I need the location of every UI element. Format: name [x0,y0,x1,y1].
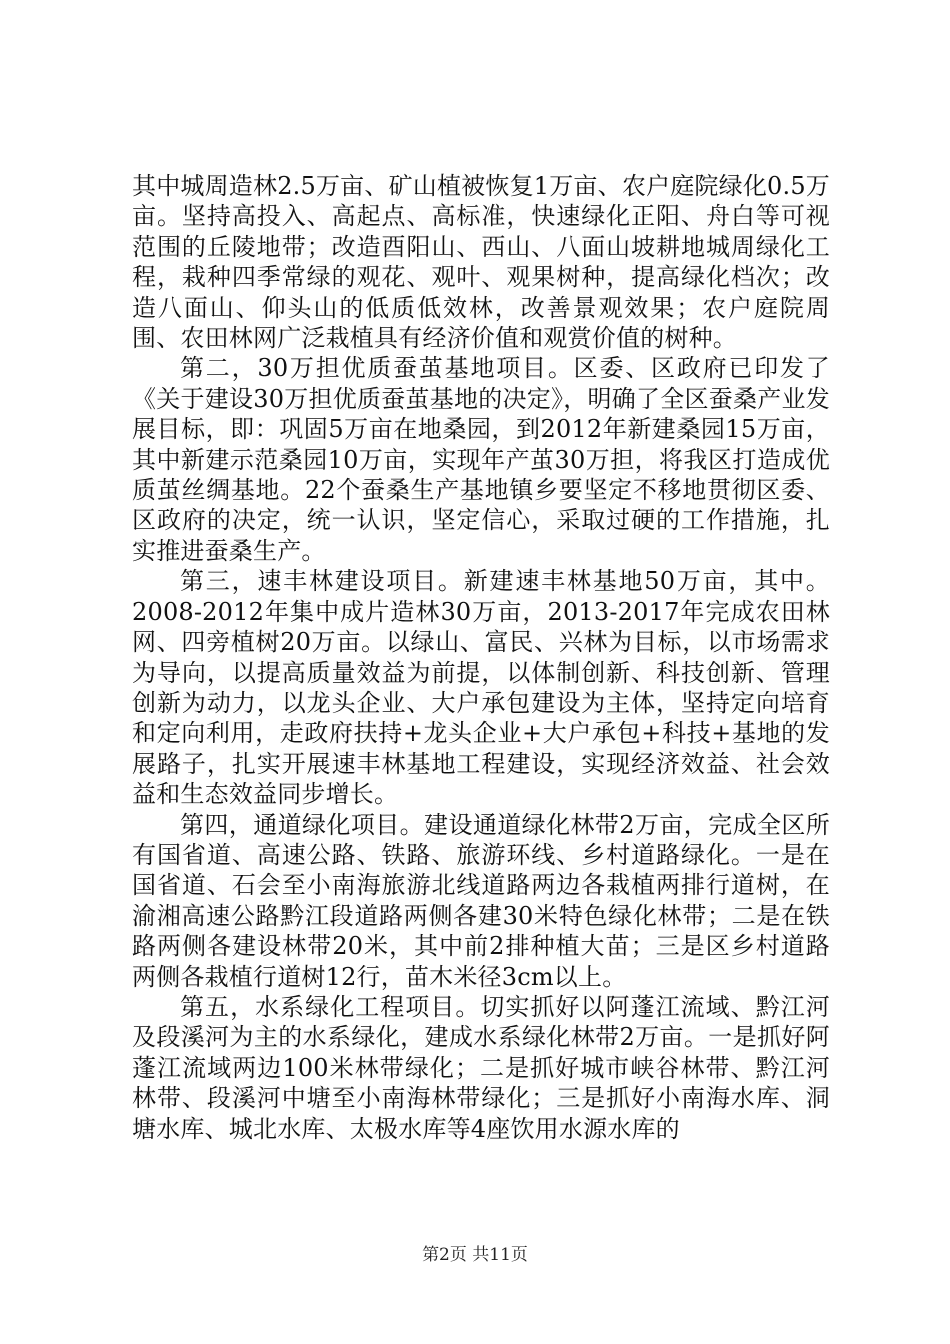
paragraph-water-greening: 第五，水系绿化工程项目。切实抓好以阿蓬江流域、黔江河及段溪河为主的水系绿化，建成水系绿化林带2万亩。一是抓好阿蓬江流域两边100米林带绿化；二是抓好城市峡谷林带、黔江河林带、段溪河中塘至小南海林带绿化；三是抓好小南海水库、洞塘水库、城北水库、太极水库等4座饮用水源水库的 [132,992,830,1143]
document-body [132,171,830,1144]
paragraph-road-greening: 第四，通道绿化项目。建设通道绿化林带2万亩，完成全区所有国省道、高速公路、铁路、旅游环线、乡村道路绿化。一是在国省道、石会至小南海旅游北线道路两边各栽植两排行道树，在渝湘高速公路黔江段道路两侧各建30米特色绿化林带；二是在铁路两侧各建设林带20米，其中前2排种植大苗；三是区乡村道路两侧各栽植行道树12行，苗木米径3cm以上。 [132,810,830,991]
paragraph-continued: 其中城周造林2.5万亩、矿山植被恢复1万亩、农户庭院绿化0.5万亩。坚持高投入、高起点、高标准，快速绿化正阳、舟白等可视范围的丘陵地带；改造酉阳山、西山、八面山坡耕地城周绿化工程，栽种四季常绿的观花、观叶、观果树种，提高绿化档次；改造八面山、仰头山的低质低效林，改善景观效果；农户庭院周围、农田林网广泛栽植具有经济价值和观赏价值的树种。 [132,172,831,353]
paragraph-silkworm-base: 第二，30万担优质蚕茧基地项目。区委、区政府已印发了《关于建设30万担优质蚕茧基地的决定》，明确了全区蚕桑产业发展目标，即：巩固5万亩在地桑园，到2012年新建桑园15万亩，其中新建示范桑园10万亩，实现年产茧30万担，将我区打造成优质茧丝绸基地。22个蚕桑生产基地镇乡要坚定不移地贯彻区委、区政府的决定，统一认识，坚定信心，采取过硬的工作措施，扎实推进蚕桑生产。 [132,354,830,565]
paragraph-fast-growing-forest: 第三，速丰林建设项目。新建速丰林基地50万亩，其中。2008-2012年集中成片造林30万亩，2013-2017年完成农田林网、四旁植树20万亩。以绿山、富民、兴林为目标，以市场需求为导向，以提高质量效益为前提，以体制创新、科技创新、管理创新为动力，以龙头企业、大户承包建设为主体，坚持定向培育和定向利用，走政府扶持+龙头企业+大户承包+科技+基地的发展路子，扎实开展速丰林基地工程建设，实现经济效益、社会效益和生态效益同步增长。 [132,567,830,809]
page-number: 第2页 共11页 [422,1245,528,1265]
